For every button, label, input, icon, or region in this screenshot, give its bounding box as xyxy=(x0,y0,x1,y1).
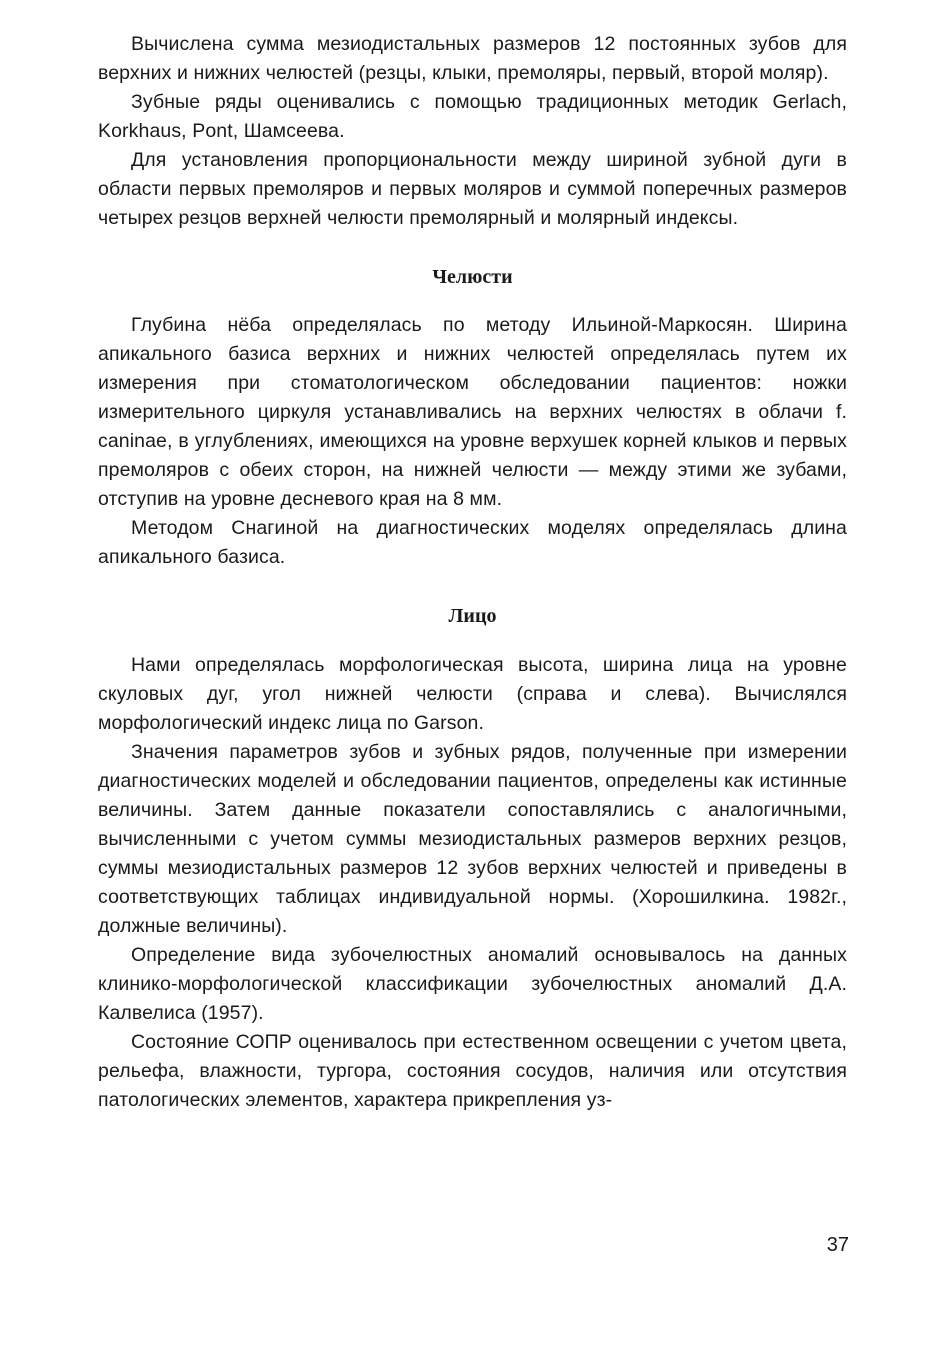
page-number: 37 xyxy=(826,1234,849,1256)
face-paragraph-1: Нами определялась морфологическая высота, ширина лица на уровне скуловых дуг, угол нижней челюсти (справа и слева). Вычислялся морфологический индекс лица по Garson. xyxy=(98,654,847,734)
page-body xyxy=(98,30,847,1115)
intro-paragraph-3: Для установления пропорциональности между шириной зубной дуги в области первых премоляров и первых моляров и суммой поперечных размеров четырех резцов верхней челюсти премолярный и молярный индексы. xyxy=(98,149,847,229)
face-paragraph-4: Состояние СОПР оценивалось при естественном освещении с учетом цвета, рельефа, влажности, тургора, состояния сосудов, наличия или отсутствия патологических элементов, характера прикрепления уз- xyxy=(98,1031,847,1111)
face-paragraph-2: Значения параметров зубов и зубных рядов, полученные при измерении диагностических моделей и обследовании пациентов, определены как истинные величины. Затем данные показатели сопоставлялись с аналогичными, вычисленными с учетом суммы мезиодистальных размеров верхних резцов, суммы мезиодистальных размеров 12 зубов верхних челюстей и приведены в соответствующих таблицах индивидуальной нормы. (Хорошилкина. 1982г., должные величины). xyxy=(98,741,847,937)
intro-paragraph-2: Зубные ряды оценивались с помощью традиционных методик Gerlach, Korkhaus, Pont, Шамсеева. xyxy=(98,91,847,142)
face-paragraph-3: Определение вида зубочелюстных аномалий основывалось на данных клинико-морфологической классификации зубочелюстных аномалий Д.А. Калвелиса (1957). xyxy=(98,944,847,1024)
jaws-paragraph-2: Методом Снагиной на диагностических моделях определялась длина апикального базиса. xyxy=(98,517,847,568)
section-heading-face: Лицо xyxy=(448,605,497,627)
section-heading-jaws: Челюсти xyxy=(432,266,513,288)
jaws-paragraph-1: Глубина нёба определялась по методу Ильиной-Маркосян. Ширина апикального базиса верхних и нижних челюстей определялась путем их измерения при стоматологическом обследовании пациентов: ножки измерительного циркуля устанавливались на верхних челюстях в облачи f. caninae, в углублениях, имеющихся на уровне верхушек корней клыков и первых премоляров с обеих сторон, на нижней челюсти — между этими же зубами, отступив на уровне десневого края на 8 мм. xyxy=(98,314,847,510)
intro-paragraph-1: Вычислена сумма мезиодистальных размеров 12 постоянных зубов для верхних и нижних челюстей (резцы, клыки, премоляры, первый, второй моляр). xyxy=(98,33,847,84)
